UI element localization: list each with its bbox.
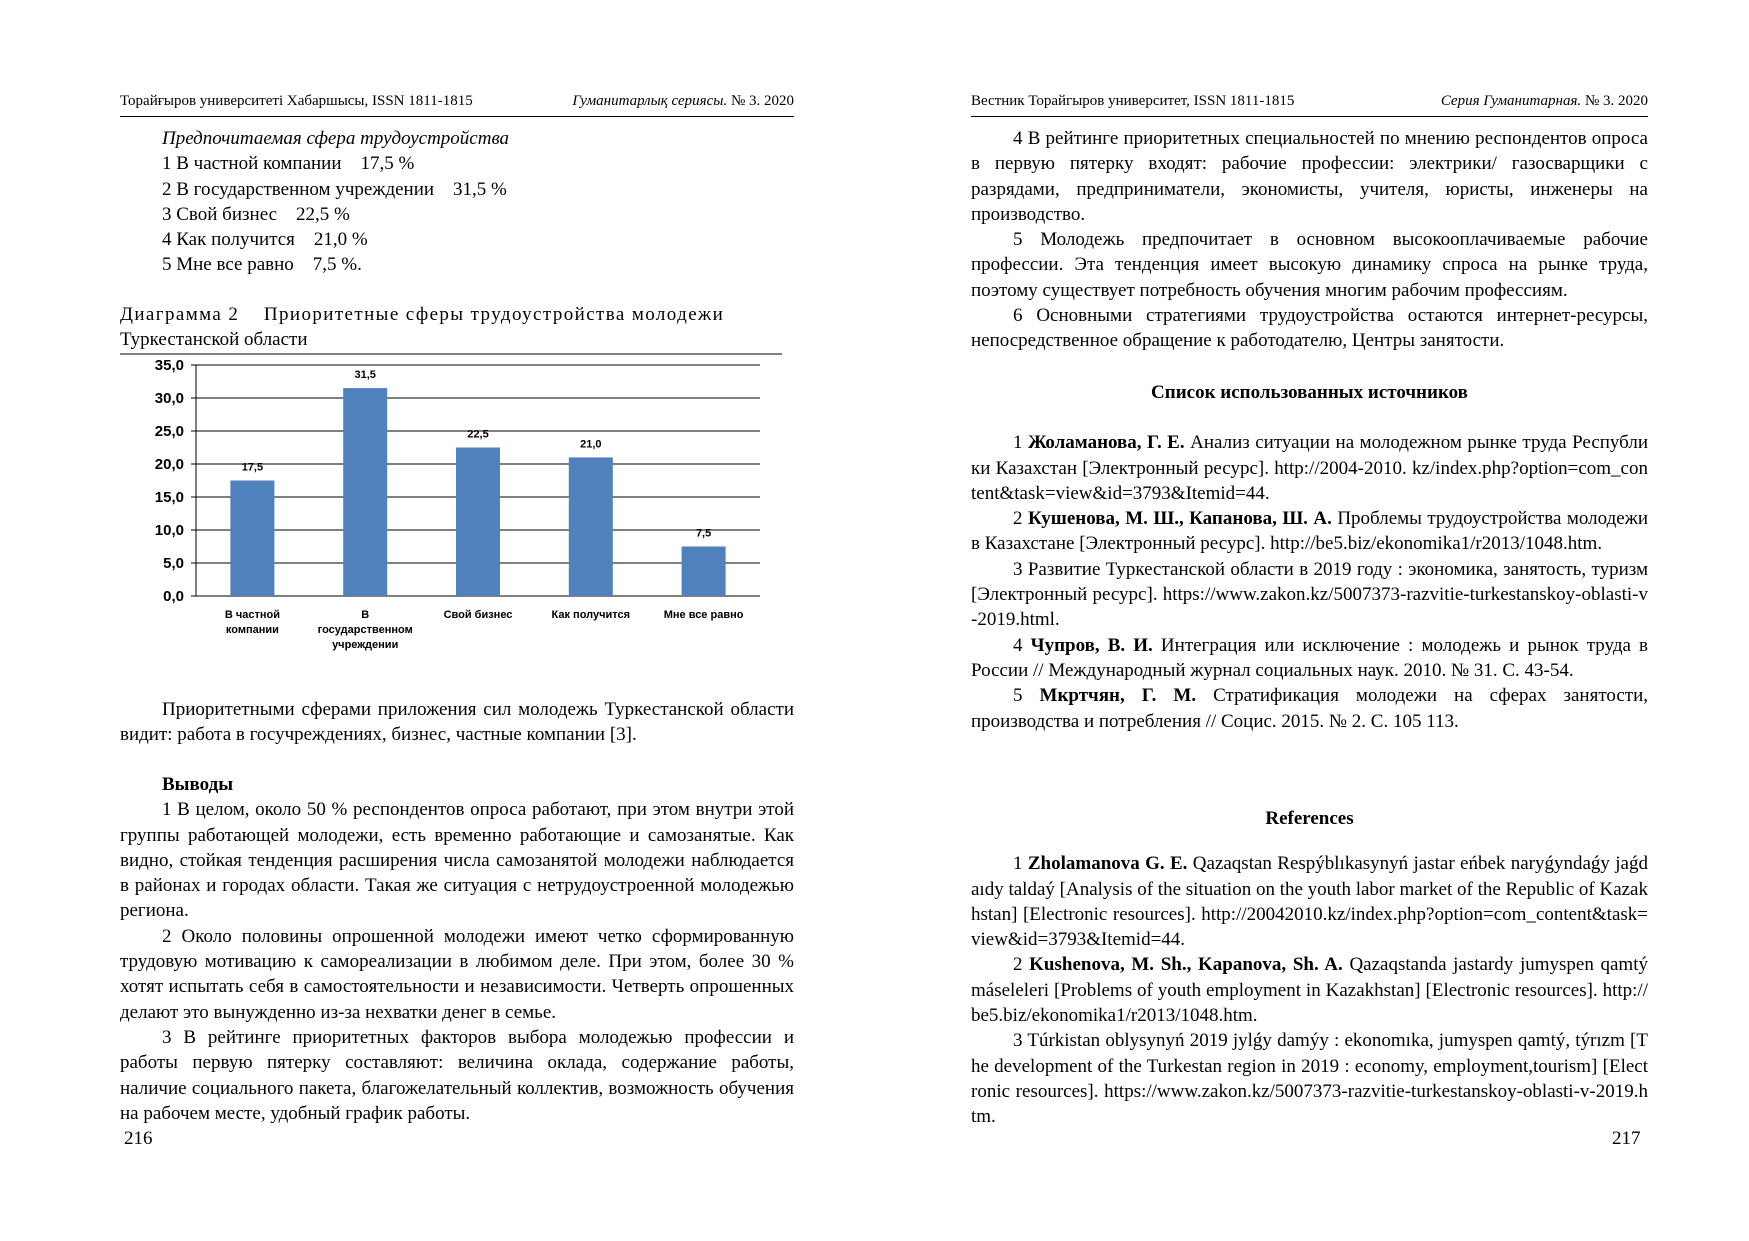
page-number: 216 <box>124 1128 153 1149</box>
bar <box>230 481 274 597</box>
body-paragraph: Приоритетными сферами приложения сил молодежь Туркестанской области видит: работа в госучреждениях, бизнес, частные компании [3]. <box>120 699 794 746</box>
data-label: 17,5 <box>241 461 264 474</box>
diagram-caption <box>120 302 794 353</box>
y-tick-label: 25,0 <box>154 423 184 440</box>
entry-number: 1 <box>1013 432 1028 454</box>
entry-number: 4 <box>1013 634 1031 656</box>
list-item: 4 Как получится 21,0 % <box>162 229 368 251</box>
left-page <box>0 0 874 1241</box>
body-paragraph: 6 Основными стратегиями трудоустройства остаются интернет-ресурсы, непосредственное обращение к работодателю, Центры занятости. <box>971 305 1648 352</box>
series-name: Гуманитарлық сериясы. <box>572 93 728 109</box>
entry-author: Kushenova, M. Sh., Kapanova, Sh. A. <box>1029 954 1343 976</box>
series-name: Серия Гуманитарная. <box>1440 93 1582 109</box>
references-block <box>971 806 1648 1130</box>
running-header <box>120 92 794 117</box>
body-paragraph: 1 В целом, около 50 % респондентов опроса работают, при этом внутри этой группы работающей молодежи, есть временно работающие и самозанятые. Как видно, стойкая тенденция расширения числа самозанятой молодежи наблюдается в районах и городах области. Такая же ситуация с нетрудоустроенной молодежью региона. <box>120 799 794 922</box>
data-label: 21,0 <box>580 438 602 451</box>
entry-number: 2 <box>1013 508 1028 530</box>
source-entry <box>971 633 1648 684</box>
body-paragraph: 3 В рейтинге приоритетных факторов выбора молодежью профессии и работы первую пятерку составляют: величина оклада, содержание работы, наличие социального пакета, благожелательный коллектив, возможность обучения на рабочем месте, удобный график работы. <box>120 1026 794 1124</box>
sources-block <box>971 380 1648 734</box>
reference-entry <box>971 952 1648 1028</box>
y-tick-label: 20,0 <box>154 456 184 473</box>
y-tick-label: 0,0 <box>163 588 184 605</box>
source-entry <box>971 683 1648 734</box>
conclusions-continued <box>971 126 1648 354</box>
entry-text: Стратификация молодежи на сферах занятости, производства и потребления // Социс. 2015. № 2. С. 105 113. <box>971 685 1649 732</box>
y-tick-label: 5,0 <box>163 555 184 572</box>
issue-number: № 3. 2020 <box>1581 93 1648 109</box>
y-tick-label: 10,0 <box>154 522 184 539</box>
reference-entry <box>971 851 1648 952</box>
series-info <box>572 92 794 110</box>
bar <box>569 457 613 596</box>
issue-number: № 3. 2020 <box>727 93 794 109</box>
entry-author: Чупров, В. И. <box>1030 634 1153 656</box>
bar <box>343 388 387 596</box>
data-label: 22,5 <box>467 428 489 441</box>
conclusions-heading: Выводы <box>162 774 234 795</box>
page-number: 217 <box>1612 1128 1641 1149</box>
x-tick-label: учреждении <box>332 639 399 651</box>
data-label: 7,5 <box>695 527 712 540</box>
entry-number: 3 <box>1013 558 1028 580</box>
x-tick-label: государственном <box>317 624 413 636</box>
x-tick-label: Свой бизнес <box>443 609 513 621</box>
sources-heading: Список использованных источников <box>1151 382 1468 403</box>
bar <box>682 547 726 597</box>
list-item: 3 Свой бизнес 22,5 % <box>162 203 350 225</box>
body-paragraph: 2 Около половины опрошенной молодежи имеют четко сформированную трудовую мотивацию к самореализации в любимом деле. При этом, более 30 % хотят испытать себя в самостоятельности и независимости. Четверть опрошенных делают это вынужденно из-за нехватки денег в семье. <box>120 925 794 1023</box>
entry-author: Жоламанова, Г. Е. <box>1027 432 1185 454</box>
entry-text: Развитие Туркестанской области в 2019 году : экономика, занятость, туризм [Электронный ресурс]. https://www.zakon.kz/5007373-razvitie-turkestanskoy-oblasti-v-2019.html. <box>971 558 1648 631</box>
x-tick-label: В <box>361 609 370 621</box>
bar-chart <box>120 352 792 662</box>
list-item: 2 В государственном учреждении 31,5 % <box>162 178 507 200</box>
running-header <box>971 92 1648 117</box>
entry-text: Qazaqstanda jastardy jumyspen qamtý máseleleri [Problems of youth employment in Kazakhstan] [Electronic resources]. http://be5.biz/ekonomika1/r2013/1048.htm. <box>971 954 1648 1027</box>
list-item: 1 В частной компании 17,5 % <box>162 153 415 175</box>
bar <box>456 448 500 597</box>
conclusions-block <box>120 772 794 1126</box>
y-tick-label: 15,0 <box>154 489 184 506</box>
body-paragraph: 4 В рейтинге приоритетных специальностей по мнению респондентов опроса в первую пятерку входят: рабочие профессии: электрики/ газосварщики с разрядами, предприниматели, экономисты, учителя, юристы, инженеры на производство. <box>971 128 1648 225</box>
entry-number: 3 <box>1013 1030 1028 1052</box>
entry-text: Анализ ситуации на молодежном рынке труда Республики Казахстан [Электронный ресурс]. http://2004-2010. kz/index.php?option=com_content&task=view&id=3793&Itemid=44. <box>971 432 1649 504</box>
entry-author: Zholamanova G. E. <box>1027 853 1188 875</box>
x-tick-label: В частной <box>224 609 280 621</box>
journal-title: Торайғыров университеті Хабаршысы, ISSN 1811-1815 <box>120 93 473 109</box>
entry-text: Qazaqstan Respýblıkasynyń jastar eńbek naryǵyndaǵy jaǵdaıdy taldaý [Analysis of the situation on the youth labor market of the Republic of Kazakhstan] [Electronic resources]. http://20042010.kz/index.php?option=com_content&task=view&id=3793&Itemid=44. <box>971 853 1648 951</box>
source-entry <box>971 430 1648 506</box>
entry-author: Мкртчян, Г. М. <box>1039 685 1197 707</box>
y-tick-label: 30,0 <box>154 390 184 407</box>
entry-number: 2 <box>1013 954 1030 976</box>
right-page <box>874 0 1749 1241</box>
entry-text: Интеграция или исключение : молодежь и рынок труда в России // Международный журнал социальных наук. 2010. № 31. С. 43-54. <box>971 634 1649 681</box>
entry-number: 1 <box>1013 853 1028 875</box>
priority-paragraph <box>120 697 794 748</box>
source-entry <box>971 506 1648 557</box>
entry-text: Проблемы трудоустройства молодежи в Казахстане [Электронный ресурс]. http://be5.biz/ekonomika1/r2013/1048.htm. <box>971 508 1649 555</box>
x-tick-label: Мне все равно <box>663 609 744 621</box>
x-tick-label: компании <box>225 624 279 636</box>
data-label: 31,5 <box>354 369 376 382</box>
caption-line: Туркестанской области <box>120 329 308 351</box>
preferred-sphere-block <box>120 126 794 278</box>
preferred-title: Предпочитаемая сфера трудоустройства <box>162 128 510 149</box>
list-item: 5 Мне все равно 7,5 %. <box>162 254 362 276</box>
caption-line: Диаграмма 2 Приоритетные сферы трудоустройства молодежи <box>120 304 725 325</box>
series-info <box>1441 92 1648 110</box>
entry-number: 5 <box>1013 685 1040 707</box>
body-paragraph: 5 Молодежь предпочитает в основном высокооплачиваемые рабочие профессии. Эта тенденция имеет высокую динамику спроса на рынке труда, поэтому существует потребность обучения многим рабочим профессиям. <box>971 229 1648 301</box>
entry-text: Túrkistan oblysynyń 2019 jylǵy damýy : ekonomıka, jumyspen qamtý, týrızm [The development of the Turkestan region in 2019 : economy, employment,tourism] [Electronic resources]. https://www.zakon.kz/5007373-razvitie-turkestanskoy-oblasti-v-2019.htm. <box>971 1030 1648 1128</box>
x-tick-label: Как получится <box>551 609 631 621</box>
entry-author: Кушенова, М. Ш., Капанова, Ш. А. <box>1027 508 1332 530</box>
references-heading: References <box>1265 808 1354 829</box>
journal-title: Вестник Торайгыров университет, ISSN 1811-1815 <box>971 93 1295 109</box>
source-entry <box>971 557 1648 633</box>
reference-entry <box>971 1028 1648 1129</box>
y-tick-label: 35,0 <box>154 357 184 374</box>
